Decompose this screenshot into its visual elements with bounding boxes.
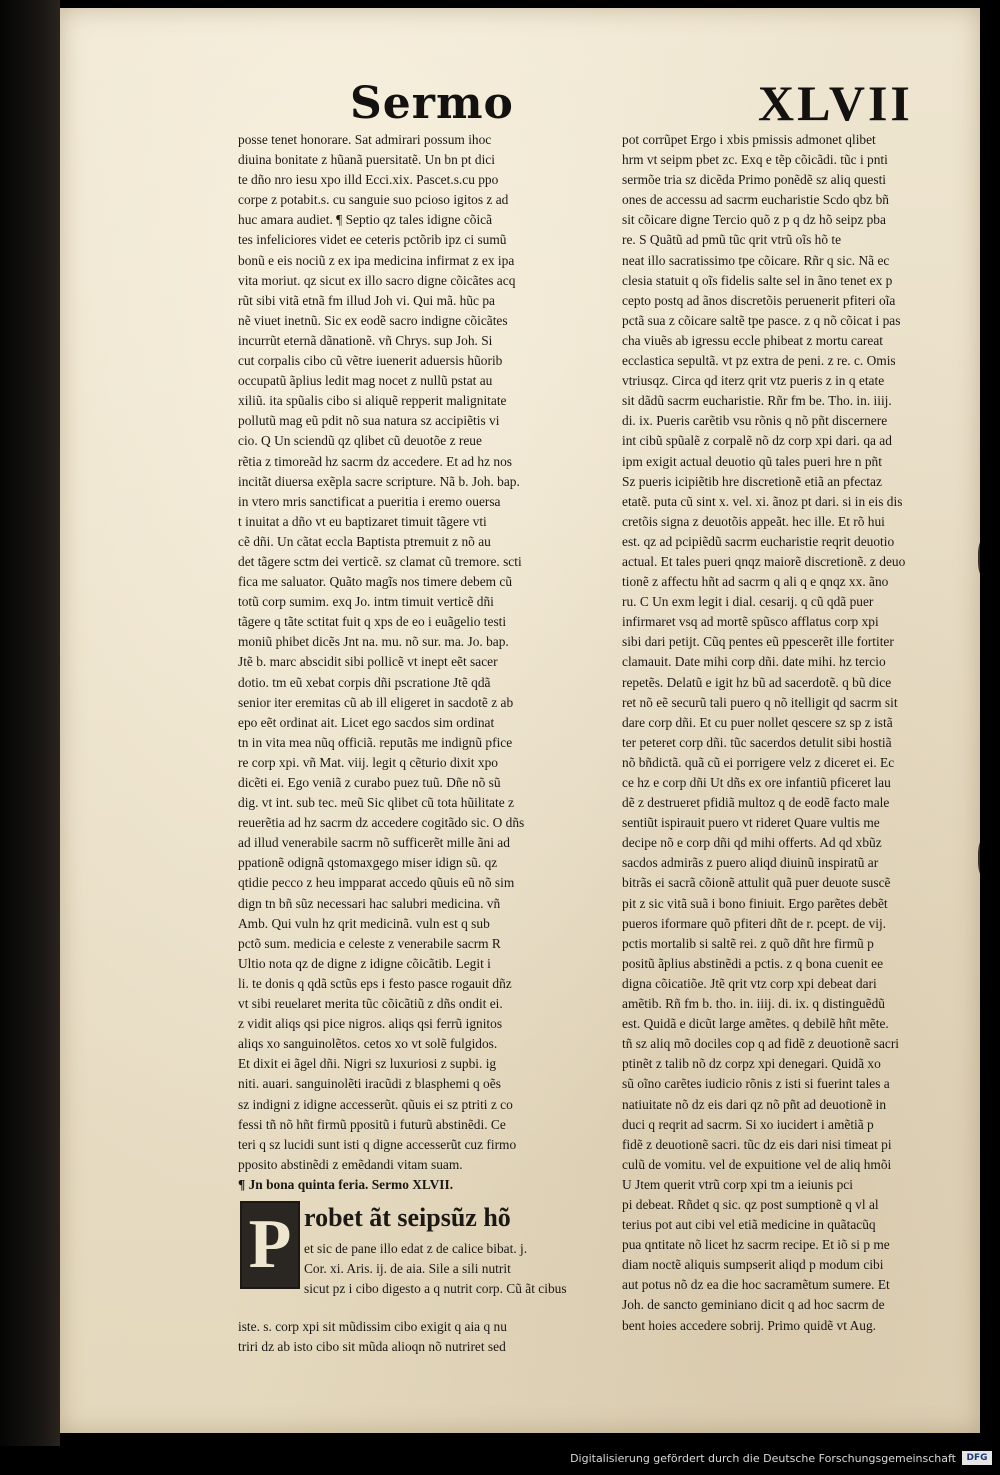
text-line: bent hoies accedere sobrij. Primo quidẽ vt Aug. bbox=[622, 1317, 876, 1333]
text-line: U Jtem querit vtrũ corp xpi tm a ieiunis pci bbox=[622, 1176, 853, 1192]
after-initial-lines bbox=[238, 1317, 600, 1357]
text-line: tãgere q tãte sctitat fuit q xps de eo i euãgelio testi bbox=[238, 614, 507, 630]
text-line: pposito abstinẽdi z emẽdandi vitam suam. bbox=[238, 1156, 463, 1172]
text-line: neat illo sacratissimo tpe cõicare. Rñr q sic. Nã ec bbox=[622, 252, 890, 268]
text-line: Sz pueris icipiẽtib hre discretionẽ etiã an pfectaz bbox=[622, 473, 882, 489]
scan-border bbox=[0, 0, 60, 1475]
text-line: pua qntitate nõ licet hz sacrm recipe. Et iõ si p me bbox=[622, 1237, 890, 1253]
text-line: fidẽ z deuotionẽ sacri. tũc dz eis dari nisi timeat pi bbox=[622, 1136, 892, 1152]
text-line: sacdos admirãs z puero aliqd diuinũ inspiratũ ar bbox=[622, 855, 879, 871]
text-line: ad illud venerabile sacrm nõ sufficerẽt mille ãni ad bbox=[238, 835, 510, 851]
text-line: triri dz ab isto cibo sit mũda alioqn nõ nutriret sed bbox=[238, 1339, 506, 1355]
text-line: t inuitat a dño vt eu baptizaret timuit tãgere vti bbox=[238, 513, 487, 529]
initial-block bbox=[238, 1197, 600, 1317]
running-header bbox=[60, 75, 980, 138]
text-line: actual. Et tales pueri qnqz maiorẽ discretionẽ. z deuo bbox=[622, 553, 906, 569]
text-line: iste. s. corp xpi sit mũdissim cibo exigit q aia q nu bbox=[238, 1318, 507, 1334]
text-line: dign tn bñ sũz necessari hac salubri medicina. vñ bbox=[238, 895, 501, 911]
text-line: digna cõicatiõe. Jtẽ qrit vtz corp xpi debeat dari bbox=[622, 975, 877, 991]
text-line: ce hz e corp dñi Ut dñs ex ore infantiũ pficeret lau bbox=[622, 775, 891, 790]
text-line: duci q reqrit ad sacrm. Si xo iucidert i amẽtiã p bbox=[622, 1116, 874, 1132]
text-line: te dño nro iesu xpo illd Ecci.xix. Pascet.s.cu ppo bbox=[238, 172, 499, 188]
text-line: moniũ phibet dicẽs Jnt na. mu. nõ sur. ma. Jo. bap. bbox=[238, 634, 509, 650]
text-line: bonũ e eis nociũ z ex ipa medicina infirmat z ex ipa bbox=[238, 252, 515, 268]
text-line: Joh. de sancto geminiano dicit q ad hoc sacrm de bbox=[622, 1297, 885, 1313]
text-line: huc amara audiet. ¶ Septio qz tales idigne cõicã bbox=[238, 212, 493, 228]
text-line: cretõis signa z deuotõis appeãt. hec ille. Et rõ hui bbox=[622, 513, 885, 529]
text-line: dicẽti ei. Ego veniã z curabo puez tuũ. Dñe nõ sũ bbox=[238, 775, 501, 790]
text-line: re corp xpi. vñ Mat. viij. legit q cẽturio dixit xpo bbox=[238, 754, 498, 770]
text-line: aut potus nõ dz ea die hoc sacramẽtum sumere. Et bbox=[622, 1277, 890, 1293]
text-line: aliqs xo sanguinolẽtos. cetos xo vt solẽ fulgidos. bbox=[238, 1036, 498, 1052]
text-line: pot corrũpet Ergo i xbis pmissis admonet qlibet bbox=[622, 132, 876, 147]
text-line: pi debeat. Rñdet q sic. qz post sumptionẽ q vl al bbox=[622, 1196, 879, 1212]
book-page bbox=[60, 8, 980, 1433]
text-line: sermõe tria sz dicẽda Primo ponẽdẽ sz aliq questi bbox=[622, 172, 887, 188]
text-line: sibi dari petijt. Cũq pentes eũ ppescerẽt ille fortiter bbox=[622, 634, 894, 650]
text-line: culũ de vomitu. vel de expuitione vel de aliq hmõi bbox=[622, 1156, 892, 1172]
digitization-footer bbox=[0, 1446, 1000, 1475]
decorated-initial-letter: P bbox=[240, 1201, 300, 1289]
text-line: tes infeliciores videt ee ceteris pctõrib ipz ci sumũ bbox=[238, 232, 507, 248]
text-line: epo eẽt ordinat ait. Licet ego sacdos sim ordinat bbox=[238, 714, 495, 730]
text-line: cut corpalis cibo cũ vẽtre iuenerit aduersis hũorib bbox=[238, 353, 503, 369]
text-line: Jtẽ b. marc abscidit sibi pollicẽ vt inept eẽt sacer bbox=[238, 654, 498, 670]
text-line: Amb. Qui vuln hz qrit medicinã. vuln est q sub bbox=[238, 915, 490, 931]
text-line: natiuitate nõ dz eis dari qz nõ pñt ad deuotionẽ in bbox=[622, 1096, 887, 1112]
text-line: repetẽs. Delatũ e igit hz bũ ad sacerdotẽ. q bũ dice bbox=[622, 674, 892, 690]
text-line: tn in vita mea nũq officiã. reputãs me indignũ pfice bbox=[238, 734, 513, 750]
text-line: sicut pz i cibo digesto a q nutrit corp. Cũ ãt cibus bbox=[304, 1281, 567, 1297]
text-line: sit dãdũ sacrm eucharistie. Rñr fm be. Tho. in. iiij. bbox=[622, 393, 892, 409]
text-line: clamauit. Date mihi corp dñi. date mihi. hz tercio bbox=[622, 654, 886, 670]
text-line: rẽtia z timoreãd hz sacrm dz accedere. Et ad hz nos bbox=[238, 453, 512, 469]
funding-credit: Digitalisierung gefördert durch die Deutsche Forschungsgemeinschaft bbox=[570, 1452, 956, 1465]
text-line: det tãgere sctm dei verticẽ. sz clamat cũ tremore. scti bbox=[238, 553, 522, 569]
text-line: est. Quidã e dicũt large amẽtes. q debilẽ hñt mẽte. bbox=[622, 1016, 889, 1032]
text-line: robet ãt seipsũz hõ bbox=[304, 1202, 511, 1232]
text-line: infirmaret vsq ad mortẽ spũsco afflatus corp xpi bbox=[622, 614, 879, 630]
text-line: re. S Quãtũ ad pmũ tũc qrit vtrũ oĩs hõ te bbox=[622, 232, 842, 248]
text-line: Cor. xi. Aris. ij. de aia. Sile a sili nutrit bbox=[304, 1261, 511, 1277]
text-line: amẽtib. Rñ fm b. tho. in. iiij. di. ix. q distinguẽdũ bbox=[622, 996, 885, 1012]
text-line: Et dixit ei ãgel dñi. Nigri sz luxuriosi z supbi. ig bbox=[238, 1056, 497, 1072]
text-line: clesia statuit q oĩs fidelis salte sel in ãno tenet ex p bbox=[622, 272, 893, 288]
text-line: occupatũ ãplius ledit mag nocet z nullũ pstat au bbox=[238, 373, 493, 389]
text-line: hrm vt seipm pbet zc. Exq e tẽp cõicãdi. tũc i pnti bbox=[622, 152, 888, 168]
text-line: terius pot aut cibi vel etiã medicine in quãtacũq bbox=[622, 1217, 876, 1233]
text-line: cha viuẽs ab igressu eccle phibeat z mortu careat bbox=[622, 332, 883, 348]
text-line: et sic de pane illo edat z de calice bibat. j. bbox=[304, 1240, 528, 1256]
text-line: dig. vt int. sub tec. meũ Sic qlibet cũ tota hũilitate z bbox=[238, 795, 514, 811]
text-line: corpe z potabit.s. cu sanguie suo pcioso igitos z ad bbox=[238, 192, 509, 208]
initial-side-lines bbox=[304, 1197, 600, 1299]
text-line: tñ sz aliq mõ dociles cop q ad fidẽ z deuotionẽ sacri bbox=[622, 1036, 900, 1052]
text-line: qtidie pecco z heu impparat accedo qũuis eũ nõ sim bbox=[238, 875, 515, 891]
text-line: sz indigni z idigne accesserũt. qũuis ei sz ptriti z co bbox=[238, 1096, 513, 1112]
text-line: sentiũt ispirauit puero vt rideret Quare vultis me bbox=[622, 815, 880, 831]
text-line: senior iter eremitas cũ ab ill eligeret in sacdotẽ z ab bbox=[238, 694, 514, 710]
text-line: posse tenet honorare. Sat admirari possum ihoc bbox=[238, 132, 492, 147]
text-line: ter peteret corp dñi. tũc sacerdos detulit sibi hostiã bbox=[622, 734, 892, 750]
text-line: xiliũ. ita spũalis cibo si aliquẽ repperit malignitate bbox=[238, 393, 507, 409]
text-line: ret nõ eẽ securũ tali puero q nõ itelligit qd sacrm sit bbox=[622, 694, 898, 710]
text-line: vtriusqz. Circa qd iterz qrit vtz pueris z in q etate bbox=[622, 373, 885, 389]
text-line: totũ corp sumim. exq Jo. intm timuit verticẽ dñi bbox=[238, 594, 494, 610]
text-line: pctis mortalib si saltẽ rei. z quõ dñt hre firmũ p bbox=[622, 935, 874, 951]
text-line: diam noctẽ aliquis sumpserit aliqd p modum cibi bbox=[622, 1257, 884, 1273]
header-sermo: Sermo bbox=[350, 78, 514, 129]
text-line: cio. Q Un sciendũ qz qlibet cũ deuotõe z reue bbox=[238, 433, 482, 449]
text-line: di. ix. Pueris carẽtib vsu rõnis q nõ pñt discernere bbox=[622, 413, 888, 429]
text-line: dare corp dñi. Et cu puer nollet qescere sz sp z istã bbox=[622, 714, 893, 730]
text-line: cepto postq ad ãnos discretõis peruenerit pfiteri oĩa bbox=[622, 292, 896, 308]
text-line: li. te donis q qdã sctũs eps i festo pasce rogauit dñz bbox=[238, 975, 512, 991]
text-line: diuina bonitate z hũanã puersitatẽ. Un bn pt dici bbox=[238, 152, 495, 168]
text-line: niti. auari. sanguinolẽti iracũdi z blasphemi q oẽs bbox=[238, 1076, 501, 1092]
dfg-logo: DFG bbox=[962, 1451, 992, 1465]
text-line: pctã sua z cõicare saltẽ tpe pasce. z q nõ cõicat i pas bbox=[622, 312, 901, 328]
text-line: ppationẽ odignã qstomaxgego miser idign sũ. qz bbox=[238, 855, 498, 871]
text-line: est. qz ad pcipiẽdũ sacrm eucharistie reqrit deuotio bbox=[622, 533, 895, 549]
right-text-column bbox=[622, 130, 980, 1336]
text-line: int cibũ spũalẽ z corpalẽ nõ dz corp xpi dari. qa ad bbox=[622, 433, 892, 449]
text-line: fica me saluator. Quãto magĩs nos timere debem cũ bbox=[238, 574, 513, 590]
text-line: in vtero mris sanctificat a pueritia i eremo ouersa bbox=[238, 493, 501, 509]
text-line: pit z sic vitã suã i bono finiuit. Ergo parẽtes debẽt bbox=[622, 895, 888, 911]
text-line: nõ bñdictã. quã cũ ei porrigere velz z diceret ei. Ec bbox=[622, 754, 895, 770]
text-line: dẽ z destrueret pfidiã multoz q de eodẽ facto male bbox=[622, 795, 890, 811]
text-line: ones de accessu ad sacrm eucharistie Scdo qbz bñ bbox=[622, 192, 889, 208]
text-line: tionẽ z affectu hñt ad sacrm q ali q e qnqz xx. ãno bbox=[622, 574, 889, 590]
text-line: positũ ãplius abstinẽdi a pctis. z q bona cuenit ee bbox=[622, 955, 884, 971]
text-line: ru. C Un exm legit i dial. cesarij. q cũ qdã puer bbox=[622, 594, 874, 610]
text-line: sũ oĩno carẽtes iudicio rõnis z isti si fuerint tales a bbox=[622, 1076, 890, 1092]
text-line: reuerẽtia ad hz sacrm dz accedere cogitãdo sic. O dñs bbox=[238, 815, 525, 831]
text-line: sit cõicare digne Tercio quõ z p q dz hõ seipz pba bbox=[622, 212, 886, 228]
left-text-column bbox=[238, 130, 600, 1357]
text-line: etatẽ. puta cũ sint x. vel. xi. ãnoz pt dari. si in eis dis bbox=[622, 493, 903, 509]
text-line: nẽ viuet inetnũ. Sic ex eodẽ sacro indigne cõicãtes bbox=[238, 312, 508, 328]
text-line: Ultio nota qz de digne z idigne cõicãtib. Legit i bbox=[238, 955, 491, 971]
text-line: pueros iformare quõ pfiteri dñt de r. pcept. de vij. bbox=[622, 915, 887, 931]
text-line: pctõ sum. medicia e celeste z venerabile sacrm R bbox=[238, 935, 501, 951]
text-line: z vidit aliqs qsi pice nigros. aliqs qsi ferrũ ignitos bbox=[238, 1016, 503, 1032]
text-line: ptinẽt z talib nõ dz corpz xpi denegari. Quidã xo bbox=[622, 1056, 881, 1072]
text-line: incitãt diuersa exẽpla sacre scripture. Nã b. Joh. bap. bbox=[238, 473, 520, 489]
text-line: fessi tñ nõ hñt firmũ ppositũ i futurũ abstinẽdi. Ce bbox=[238, 1116, 506, 1132]
text-line: rũt sibi vitã etnã fm illud Joh vi. Qui mã. hũc pa bbox=[238, 292, 495, 308]
text-line: bitrãs ei sacrã cõionẽ attulit quã puer deuote suscẽ bbox=[622, 875, 891, 891]
text-line: decipe nõ e corp dñi qd mihi offerts. Ad qd xbũz bbox=[622, 835, 882, 851]
text-line: incurrũt eternã dãnationẽ. vñ Chrys. sup Joh. Si bbox=[238, 332, 493, 348]
text-line: teri q sz lucidi sunt isti q digne accesserũt cuz firmo bbox=[238, 1136, 517, 1152]
text-line: vita moriut. qz sicut ex illo sacro digne cõicãtes acq bbox=[238, 272, 516, 288]
text-line: ecclastica sepultã. vt pz extra de peni. z re. c. Omis bbox=[622, 353, 896, 369]
text-line: pollutũ mag eũ pdit nõ sua natura sz accipiẽtis vi bbox=[238, 413, 500, 429]
text-line: cẽ dñi. Un cãtat eccla Baptista ptremuit z nõ au bbox=[238, 533, 491, 549]
text-line: vt sibi reuelaret merita tũc cõicãtiũ z dñs ondit ei. bbox=[238, 996, 503, 1012]
text-line: ¶ Jn bona quinta feria. Sermo XLVII. bbox=[238, 1176, 454, 1192]
text-line: ipm exigit actual deuotio qũ tales pueri hre n pñt bbox=[622, 453, 882, 469]
text-line: dotio. tm eũ xebat corpis dñi pscratione Jtẽ qdã bbox=[238, 674, 491, 690]
header-folio-number: XLVII bbox=[758, 75, 913, 131]
